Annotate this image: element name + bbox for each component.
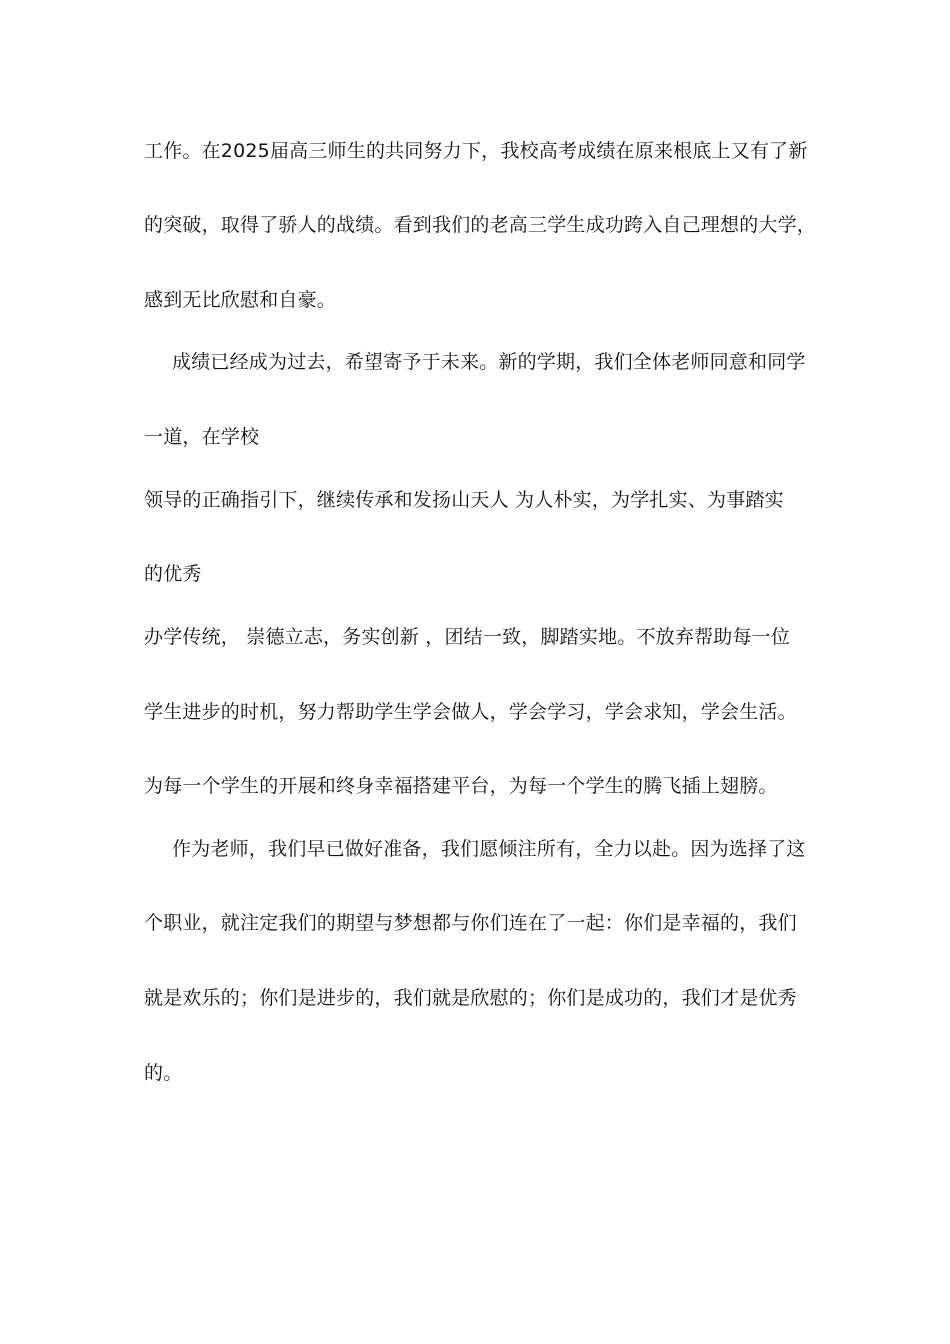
text-line-9: 学生进步的时机，努力帮助学生学会做人，学会学习，学会求知，学会生活。 (144, 701, 797, 723)
text-line-7: 的优秀 (144, 563, 202, 585)
text-line-8: 办学传统， 崇德立志，务实创新 ，团结一致，脚踏实地。不放弃帮助每一位 (144, 626, 791, 648)
text-line-3: 感到无比欣慰和自豪。 (144, 289, 337, 311)
text-line-14: 的。 (144, 1062, 183, 1084)
text-line-13: 就是欢乐的；你们是进步的，我们就是欣慰的；你们是成功的，我们才是优秀 (144, 987, 797, 1009)
text-line-5: 一道，在学校 (144, 426, 260, 448)
text-line-6: 领导的正确指引下，继续传承和发扬山天人 为人朴实，为学扎实、为事踏实 (144, 489, 784, 511)
text-line-4: 成绩已经成为过去，希望寄予于未来。新的学期，我们全体老师同意和同学 (172, 351, 806, 373)
text-line-1: 工作。在2025届高三师生的共同努力下，我校高考成绩在原来根底上又有了新 (144, 140, 808, 162)
text-line-10: 为每一个学生的开展和终身幸福搭建平台，为每一个学生的腾飞插上翅膀。 (144, 775, 778, 797)
text-line-11: 作为老师，我们早已做好准备，我们愿倾注所有，全力以赴。因为选择了这 (172, 838, 806, 860)
text-line-12: 个职业，就注定我们的期望与梦想都与你们连在了一起：你们是幸福的，我们 (144, 912, 797, 934)
text-line-2: 的突破，取得了骄人的战绩。看到我们的老高三学生成功跨入自己理想的大学， (144, 214, 817, 236)
